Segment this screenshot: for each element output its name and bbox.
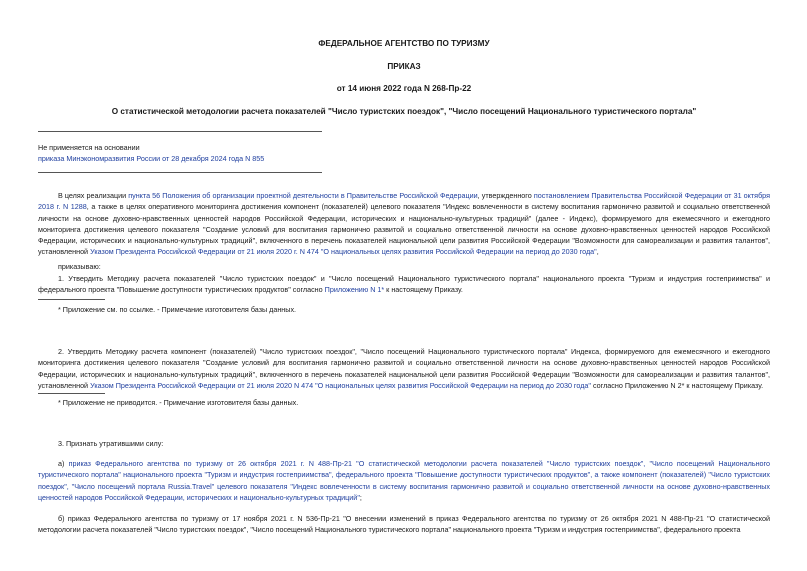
preamble-text: В целях реализации — [58, 191, 129, 200]
footnote-divider — [38, 299, 105, 300]
government-decree-link[interactable]: постановлением Правительства Российской Федерации от 31 октября 2018 г. N 1288 — [38, 191, 770, 212]
item-3a-prefix: а) — [58, 459, 69, 468]
regulation-link[interactable]: пункта 56 Положения об организации проектной деятельности в Правительстве Российской Федерации — [128, 191, 478, 200]
status-note-link[interactable]: приказа Минэкономразвития России от 28 декабря 2024 года N 855 — [38, 154, 265, 164]
item-2-tail: согласно Приложению N 2* к настоящему Приказу. — [590, 380, 764, 390]
preamble-text: , — [596, 247, 599, 257]
status-note — [38, 142, 770, 165]
item-3a-tail: ; — [359, 492, 362, 502]
item-1 — [38, 273, 770, 296]
item-1-tail: к настоящему Приказу. — [384, 285, 463, 295]
preamble-text: , утвержденного — [477, 191, 534, 200]
repealed-order-link[interactable]: приказ Федерального агентства по туризму от 26 октября 2021 г. N 488-Пр-21 "О статистической методологии расчета показателей "Число туристских поездок", "Число посещений Национального туристического портала" национального проекта "Туризм и индустрия гостеприимства", федерального проекта "Повышение доступности туристических продуктов", а также компонент (показателей) "Число туристских поездок", "Число посещений портала Russia.Travel" целевого показателя "Индекс вовлеченности в систему воспитания гармонично развитой и социально ответственной личности на основе духовно-нравственных ценностей народов Российской Федерации, исторических и национально-культурных традиций" — [38, 459, 770, 502]
agency-heading: ФЕДЕРАЛЬНОЕ АГЕНТСТВО ПО ТУРИЗМУ — [318, 39, 490, 48]
doc-number-heading: от 14 июня 2022 года N 268-Пр-22 — [336, 84, 472, 93]
document-page — [38, 0, 770, 571]
item-1-text: 1. Утвердить Методику расчета показателей "Число туристских поездок" и "Число посещений Национального туристического портала" национального проекта "Туризм и индустрия гостеприимства" и федерального проекта "Повышение доступности туристических продуктов" согласно — [38, 274, 770, 295]
presidential-decree-link[interactable]: Указом Президента Российской Федерации от 21 июля 2020 г. N 474 "О национальных целях развития Российской Федерации на период до 2030 года" — [90, 247, 597, 257]
order-word: приказываю: — [58, 262, 101, 271]
item-3b: б) приказ Федерального агентства по туризму от 17 ноября 2021 г. N 536-Пр-21 "О внесении изменений в приказ Федерального агентства по туризму от 26 октября 2021 N 488-Пр-21 "О статистической методологии расчета показателей "Число туристских поездок", "Число посещений Национального туристического портала" национального проекта "Туризм и индустрия гостеприимства", федерального проекта — [38, 514, 770, 535]
divider — [38, 131, 322, 132]
footnote-1: * Приложение см. по ссылке. - Примечание изготовителя базы данных. — [58, 305, 297, 314]
item-3: 3. Признать утратившими силу: — [58, 439, 164, 448]
preamble-text: , а также в целях оперативного мониторинга достижения компонент (показателей) целевого показателя "Индекс вовлеченности в систему воспитания гармонично развитой и социально ответственной личности на основе духовно-нравственных ценностей народов Российской Федерации, исторических и национально-культурных традиций" (далее - Индекс), формируемого для ежемесячного и ежегодного мониторинга достижения целевого показателя "Создание условий для воспитания гармонично развитой и социально ответственной личности на основе духовно-нравственных ценностей народов Российской Федерации, исторических и национально-культурных традиций", включенного в перечень показателей национальной цели развития Российской Федерации "Возможности для самореализации и развития талантов", установленной — [38, 202, 770, 257]
status-note-text: Не применяется на основании — [38, 143, 140, 152]
preamble-paragraph — [38, 190, 770, 258]
item-3a — [38, 458, 770, 503]
item-2 — [38, 346, 770, 391]
doc-type-heading: ПРИКАЗ — [387, 62, 421, 71]
appendix-1-link[interactable]: Приложению N 1* — [324, 285, 385, 295]
presidential-decree-link-2[interactable]: Указом Президента Российской Федерации от 21 июля 2020 N 474 "О национальных целях развития Российской Федерации на период до 2030 года" — [90, 380, 591, 390]
footnote-divider — [38, 393, 105, 394]
footnote-2: * Приложение не приводится. - Примечание изготовителя базы данных. — [58, 398, 299, 407]
divider — [38, 172, 322, 173]
doc-title: О статистической методологии расчета показателей "Число туристских поездок", "Число посещений Национального туристического портала" — [111, 107, 697, 116]
item-2-text: 2. Утвердить Методику расчета компонент (показателей) "Число туристских поездок", "Число посещений Национального туристического портала" Индекса, формируемого для ежемесячного и ежегодного мониторинга достижения целевого показателя "Создание условий для воспитания гармонично развитой и социально ответственной личности на основе духовно-нравственных ценностей народов Российской Федерации, исторических и национально-культурных традиций", включенного в перечень показателей национальной цели развития Российской Федерации "Возможности для самореализации и развития талантов", установленной — [38, 347, 770, 390]
